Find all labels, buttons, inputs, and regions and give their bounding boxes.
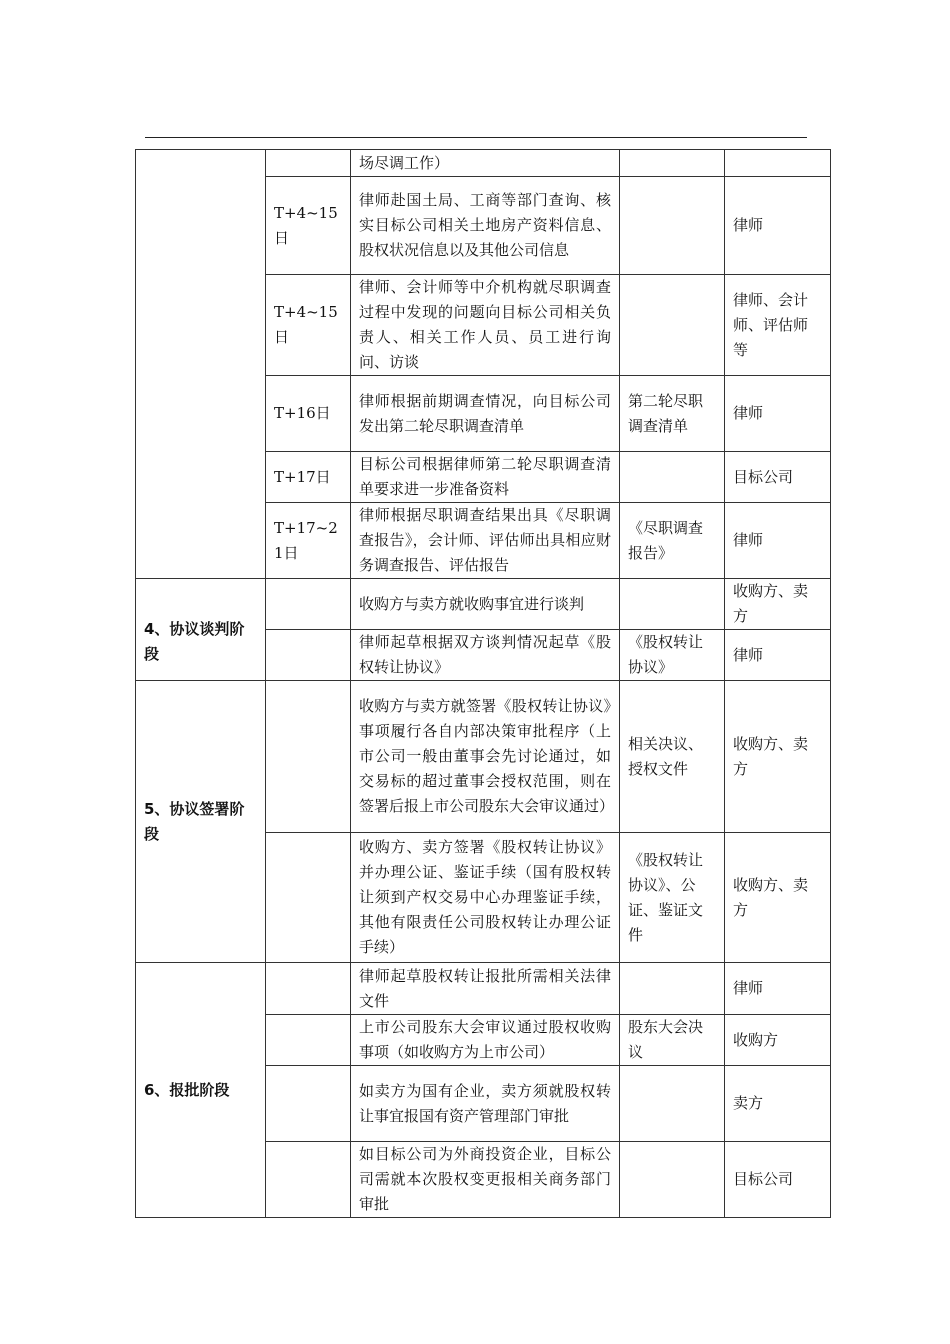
table-row — [136, 579, 831, 630]
time-cell — [266, 579, 351, 630]
document-cell — [620, 579, 725, 630]
party-cell: 收购方、卖方 — [725, 681, 831, 833]
document-cell: 相关决议、授权文件 — [620, 681, 725, 833]
time-cell — [266, 1015, 351, 1066]
content-cell: 如目标公司为外商投资企业，目标公司需就本次股权变更报相关商务部门审批 — [351, 1142, 620, 1218]
party-cell: 收购方、卖方 — [725, 833, 831, 963]
table-row — [136, 963, 831, 1015]
document-cell: 《股权转让协议》 — [620, 630, 725, 681]
time-cell: T+16日 — [266, 376, 351, 452]
time-cell: T+17日 — [266, 452, 351, 503]
stage-label: 4、协议谈判阶段 — [136, 579, 266, 681]
stage-label: 5、协议签署阶段 — [136, 681, 266, 963]
content-cell: 目标公司根据律师第二轮尽职调查清单要求进一步准备资料 — [351, 452, 620, 503]
header-rule — [145, 137, 807, 138]
party-cell: 收购方、卖方 — [725, 579, 831, 630]
time-cell — [266, 1066, 351, 1142]
content-cell: 收购方、卖方签署《股权转让协议》并办理公证、鉴证手续（国有股权转让须到产权交易中心办理鉴证手续，其他有限责任公司股权转让办理公证手续） — [351, 833, 620, 963]
time-cell — [266, 681, 351, 833]
time-cell: T+4~15日 — [266, 177, 351, 275]
table-row — [136, 681, 831, 833]
document-cell — [620, 452, 725, 503]
stage-label: 6、报批阶段 — [136, 963, 266, 1218]
party-cell: 律师 — [725, 503, 831, 579]
content-cell: 场尽调工作） — [351, 150, 620, 177]
party-cell — [725, 150, 831, 177]
content-cell: 如卖方为国有企业，卖方须就股权转让事宜报国有资产管理部门审批 — [351, 1066, 620, 1142]
content-cell: 律师赴国土局、工商等部门查询、核实目标公司相关土地房产资料信息、股权状况信息以及其他公司信息 — [351, 177, 620, 275]
party-cell: 律师 — [725, 630, 831, 681]
document-cell: 第二轮尽职调查清单 — [620, 376, 725, 452]
content-cell: 上市公司股东大会审议通过股权收购事项（如收购方为上市公司） — [351, 1015, 620, 1066]
time-cell — [266, 1142, 351, 1218]
content-cell: 律师根据前期调查情况，向目标公司发出第二轮尽职调查清单 — [351, 376, 620, 452]
party-cell: 律师 — [725, 376, 831, 452]
document-cell — [620, 963, 725, 1015]
party-cell: 目标公司 — [725, 452, 831, 503]
time-cell: T+17~21日 — [266, 503, 351, 579]
time-cell — [266, 963, 351, 1015]
acquisition-schedule-table — [135, 149, 831, 1218]
content-cell: 收购方与卖方就收购事宜进行谈判 — [351, 579, 620, 630]
document-cell — [620, 1142, 725, 1218]
content-cell: 律师、会计师等中介机构就尽职调查过程中发现的问题向目标公司相关负责人、相关工作人员、员工进行询问、访谈 — [351, 275, 620, 376]
content-cell: 律师起草根据双方谈判情况起草《股权转让协议》 — [351, 630, 620, 681]
party-cell: 律师、会计师、评估师等 — [725, 275, 831, 376]
time-cell — [266, 630, 351, 681]
document-cell: 股东大会决议 — [620, 1015, 725, 1066]
time-cell — [266, 833, 351, 963]
party-cell: 卖方 — [725, 1066, 831, 1142]
content-cell: 收购方与卖方就签署《股权转让协议》事项履行各自内部决策审批程序（上市公司一般由董事会先讨论通过，如交易标的超过董事会授权范围，则在签署后报上市公司股东大会审议通过） — [351, 681, 620, 833]
content-cell: 律师起草股权转让报批所需相关法律文件 — [351, 963, 620, 1015]
party-cell: 律师 — [725, 177, 831, 275]
document-cell — [620, 1066, 725, 1142]
party-cell: 目标公司 — [725, 1142, 831, 1218]
time-cell — [266, 150, 351, 177]
table-row — [136, 150, 831, 177]
document-cell — [620, 177, 725, 275]
stage-cell — [136, 150, 266, 579]
document-cell — [620, 150, 725, 177]
party-cell: 收购方 — [725, 1015, 831, 1066]
content-cell: 律师根据尽职调查结果出具《尽职调查报告》，会计师、评估师出具相应财务调查报告、评估报告 — [351, 503, 620, 579]
time-cell: T+4~15日 — [266, 275, 351, 376]
document-cell: 《股权转让协议》、公证、鉴证文件 — [620, 833, 725, 963]
document-cell: 《尽职调查报告》 — [620, 503, 725, 579]
party-cell: 律师 — [725, 963, 831, 1015]
document-cell — [620, 275, 725, 376]
